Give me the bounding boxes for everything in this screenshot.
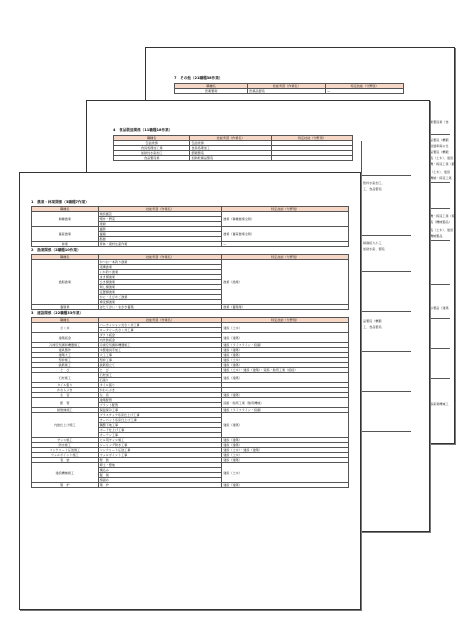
col-header-skill: 特定技能（分野別） <box>271 136 352 141</box>
work-item-cell: 養豚 <box>98 227 222 232</box>
text-fragment: 品製造（精鍛 <box>363 319 382 323</box>
work-item-cell: コンクリート圧送工事 <box>98 448 222 453</box>
specified-skill-cell: 建設（土木）・建設（建築） <box>222 448 349 453</box>
job-name-cell: 建設機械施工 <box>32 463 99 483</box>
text-fragment: 機械製品 <box>430 234 443 238</box>
col-header-training: 技能実習（作業名） <box>248 84 326 89</box>
job-name-cell: 冷凍空気調和機器施工 <box>32 343 99 348</box>
job-table <box>31 254 349 310</box>
job-name-cell: 防水施工 <box>32 443 99 448</box>
job-name-cell: 建築板金 <box>32 333 99 343</box>
specified-skill-cell: 農業（畜産農業全般） <box>222 227 349 242</box>
job-name-cell: さく井 <box>32 323 99 333</box>
work-item-cell: 延縄漁業 <box>98 265 222 270</box>
job-name-cell: 石材施工 <box>32 373 99 383</box>
work-item-cell: 押土・整地 <box>98 463 222 468</box>
specified-skill-cell: 造船・舶用工業（舶用機械） <box>222 398 349 408</box>
job-name-cell: 養殖業 <box>32 305 99 310</box>
work-item-cell: タイル張り <box>98 383 222 388</box>
work-item-cell: 木製建具手加工 <box>98 348 222 353</box>
table-row: 食品製造業 加熱乾燥品製造 <box>114 156 353 161</box>
work-item-cell: ひき網漁業 <box>98 280 222 285</box>
job-name-cell: 林業 <box>32 242 99 247</box>
work-item-cell: ビル用サッシ施工 <box>98 438 222 443</box>
work-item-cell: カーペット系床仕上げ工事 <box>98 418 222 423</box>
specified-skill-cell: 建設（建築） <box>222 363 349 368</box>
job-name-cell: 漁船漁業 <box>32 260 99 305</box>
text-fragment: の製品（建築 <box>430 306 449 310</box>
work-item-cell: かつお一本釣り漁業 <box>98 260 222 265</box>
work-item-cell: 石材加工 <box>98 373 222 378</box>
specified-skill-cell: 農業（耕種農業全般） <box>222 212 349 227</box>
section-title: 1 農業・林業関係（3職種7作業） <box>31 200 89 204</box>
col-header-training: 技能実習（作業名） <box>98 255 222 260</box>
col-header-skill: 特定技能（分野別） <box>222 255 349 260</box>
work-item-cell: 積込み <box>98 468 222 473</box>
job-name-cell: 畜産農業 <box>32 227 99 242</box>
work-item-cell: 棒受網漁業 <box>98 300 222 305</box>
specified-skill-cell: 建設（建築） <box>222 458 349 463</box>
work-item-cell: ボード仕上げ工事 <box>98 428 222 433</box>
work-item-cell: まき網漁業 <box>98 275 222 280</box>
section-title: 7 その他（21職種38作業） <box>174 76 223 80</box>
text-fragment: 造（土木）、建設 <box>430 228 454 232</box>
specified-skill-cell: 建設（建築） <box>222 348 349 353</box>
work-item-cell: 鉄筋組立て <box>98 363 222 368</box>
text-fragment: 制御板大小工 <box>363 241 382 245</box>
table-row <box>32 305 349 310</box>
work-item-cell: 冷凍空気調和機器施工 <box>98 343 222 348</box>
table-row <box>32 483 349 488</box>
col-header-skill: 特定技能（分野別） <box>222 318 349 323</box>
work-item-cell: 刺し網漁業 <box>98 285 222 290</box>
work-item-cell: 締固め <box>98 478 222 483</box>
specified-skill-cell: 建設（建築） <box>222 353 349 358</box>
specified-skill-cell: 建設（建築） <box>222 373 349 383</box>
specified-skill-cell: 建設（土木） <box>222 358 349 363</box>
work-item-cell: 築 炉 <box>98 483 222 488</box>
job-name-cell: 建築大工 <box>32 353 99 358</box>
job-name-cell: サッシ施工 <box>32 438 99 443</box>
text-fragment: 機械・鋳造工業 <box>430 176 452 180</box>
specified-skill-cell: 建設（建築） <box>222 393 349 398</box>
job-name-cell: コンクリート圧送施工 <box>32 448 99 453</box>
section-title: 4 食品製造関係（11職種18作業） <box>113 128 173 132</box>
table-row: 加熱性水産加工 節類製造 <box>114 151 353 156</box>
text-fragment: 品製造（精鍛 <box>430 138 449 142</box>
work-item-cell: 保温保冷工事 <box>98 408 222 413</box>
col-header-job: 職種名 <box>32 318 99 323</box>
specified-skill-cell: 建設（土木）・建設（建築）・造船・舶用工業（溶接） <box>222 368 349 373</box>
job-name-cell: 鉄筋施工 <box>32 363 99 368</box>
text-fragment: 加熱水産、製造 <box>363 247 385 251</box>
specified-skill-cell: 建設（土木） <box>222 463 349 483</box>
job-name-cell: タイル張り <box>32 383 99 388</box>
work-item-cell: 施設園芸 <box>98 212 222 217</box>
work-item-cell: 掘 削 <box>98 473 222 478</box>
job-name-cell: と び <box>32 368 99 373</box>
text-fragment: 等産業機械工 <box>430 402 449 406</box>
col-header-training: 技能実習（作業名） <box>98 207 222 212</box>
job-table-food <box>113 135 353 161</box>
work-item-cell: 定置網漁業 <box>98 290 222 295</box>
work-item-cell: 畑作・野菜 <box>98 217 222 222</box>
work-item-cell: プラスチック系床仕上げ工事 <box>98 413 222 418</box>
work-item-cell: 石張り <box>98 378 222 383</box>
text-fragment: 機・鋳造工業（鋳 <box>430 214 455 218</box>
text-fragment: 飲料水産加工、 <box>363 181 385 185</box>
work-item-cell: と び <box>98 368 222 373</box>
work-item-cell: いか釣り漁業 <box>98 270 222 275</box>
work-item-cell: ダクト板金 <box>98 333 222 338</box>
text-fragment: （土木）、建設 <box>430 170 451 174</box>
work-item-cell: 大工工事 <box>98 353 222 358</box>
job-name-cell: 熱絶縁施工 <box>32 408 99 413</box>
col-header-job: 職種名 <box>114 136 190 141</box>
work-item-cell: シーリング防水工事 <box>98 443 222 448</box>
work-item-cell: カーテン工事 <box>98 433 222 438</box>
job-name-cell: 内装仕上げ施工 <box>32 413 99 438</box>
specified-skill-cell: 漁業（養殖業） <box>222 305 349 310</box>
text-fragment: 工、食品製造 <box>363 325 382 329</box>
text-fragment: 工、食品製造 <box>363 187 382 191</box>
job-name-cell: 建具製作 <box>32 348 99 353</box>
work-item-cell: 鋼製下地工事 <box>98 423 222 428</box>
job-name-cell: かわらぶき <box>32 388 99 393</box>
section-title: 3 建設関係（22職種33作業） <box>31 311 84 315</box>
job-table-other <box>174 83 404 94</box>
work-item-cell: かわらぶき <box>98 388 222 393</box>
section-title: 2 漁業関係（2職種10作業） <box>31 248 81 252</box>
work-item-cell: 建築配管 <box>98 398 222 403</box>
col-header-training: 技能実習（作業名） <box>98 318 222 323</box>
specified-skill-cell: 漁業（漁業） <box>222 260 349 305</box>
job-name-cell: 配 管 <box>32 398 99 408</box>
col-header-job: 職種名 <box>32 255 99 260</box>
work-item-cell: 育林・素材生産作業 <box>98 242 222 247</box>
work-item-cell: ロータリー式さく井工事 <box>98 328 222 333</box>
table-row <box>32 242 349 247</box>
work-item-cell: 酪農 <box>98 237 222 242</box>
document-page-front <box>19 172 361 610</box>
job-name-cell: ウェルポイント施工 <box>32 453 99 458</box>
work-item-cell: 内外装板金 <box>98 338 222 343</box>
text-fragment: 品製造（精鍛 <box>430 150 449 154</box>
work-item-cell: 果樹 <box>98 222 222 227</box>
job-table <box>31 317 349 488</box>
table-row: 缶詰巻締 缶詰巻締 <box>114 141 353 146</box>
job-name-cell: 型枠施工 <box>32 358 99 363</box>
specified-skill-cell: 建設（建築） <box>222 333 349 343</box>
work-item-cell: ほたてがい・まがき養殖 <box>98 305 222 310</box>
job-name-cell: 耕種農業 <box>32 212 99 227</box>
job-name-cell: 左 官 <box>32 393 99 398</box>
col-header-skill: 特定技能（分野別） <box>326 84 404 89</box>
work-item-cell: ウェルポイント工事 <box>98 453 222 458</box>
work-item-cell: 養鶏 <box>98 232 222 237</box>
specified-skill-cell: 建設（土木） <box>222 323 349 333</box>
specified-skill-cell: 建設（土木） <box>222 453 349 458</box>
text-fragment: 機・鋳造工業（鍛 <box>430 162 455 166</box>
table-row: 医薬製剤 医薬品製造 — <box>175 89 404 94</box>
specified-skill-cell: 建設（建築） <box>222 438 349 443</box>
text-fragment: 鉄道車両の仕 <box>430 144 449 148</box>
col-header-job: 職種名 <box>175 84 248 89</box>
work-item-cell: 左 官 <box>98 393 222 398</box>
job-name-cell: 表 装 <box>32 458 99 463</box>
text-fragment: 造（土木）、建設 <box>430 156 454 160</box>
col-header-job: 職種名 <box>32 207 99 212</box>
specified-skill-cell: 建設（建築） <box>222 443 349 448</box>
work-item-cell: 型枠工事 <box>98 358 222 363</box>
job-name-cell: 築 炉 <box>32 483 99 488</box>
work-item-cell: 壁 装 <box>98 458 222 463</box>
col-header-skill: 特定技能（分野別） <box>222 207 349 212</box>
job-table <box>31 206 349 247</box>
work-item-cell: かに・えびかご漁業 <box>98 295 222 300</box>
specified-skill-cell: 建設（建築） <box>222 483 349 488</box>
specified-skill-cell: 建設（ライフライン・設備） <box>222 408 349 413</box>
specified-skill-cell: 建設（ライフライン・設備） <box>222 343 349 348</box>
text-fragment: 業製造業（食 <box>430 120 449 124</box>
text-fragment: 造（機械製品） <box>430 220 452 224</box>
work-item-cell: プラント配管 <box>98 403 222 408</box>
specified-skill-cell: — <box>222 242 349 247</box>
col-header-training: 技能実習（作業名） <box>190 136 271 141</box>
specified-skill-cell: 建設（建築） <box>222 413 349 438</box>
work-item-cell: パーカッション式さく井工事 <box>98 323 222 328</box>
table-row: 食鳥処理加工業 食鳥処理加工 <box>114 146 353 151</box>
